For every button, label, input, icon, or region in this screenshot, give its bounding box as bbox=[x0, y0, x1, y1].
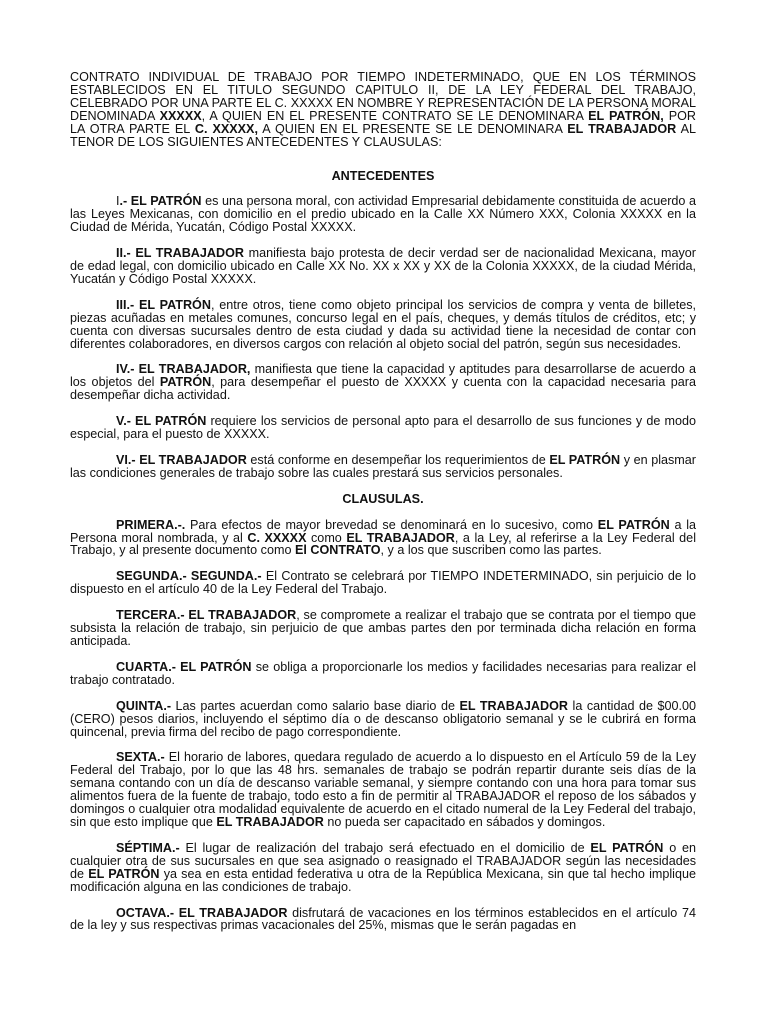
para-bold: C. XXXXX bbox=[247, 530, 307, 545]
intro-text: A QUIEN EN EL PRESENTE SE LE DENOMINARA bbox=[257, 121, 568, 136]
antecedente-v bbox=[70, 415, 696, 441]
para-bold: SEGUNDA.- SEGUNDA.- bbox=[116, 569, 262, 584]
clausula-primera bbox=[70, 519, 696, 558]
antecedente-iii bbox=[70, 299, 696, 351]
para-text: a la Persona moral nombrada, y al bbox=[70, 517, 697, 545]
intro-text: , A QUIEN EN EL PRESENTE CONTRATO SE LE DENOMINARA bbox=[201, 108, 589, 123]
para-bold: PATRÓN bbox=[159, 375, 212, 390]
para-bold: EL TRABAJADOR bbox=[346, 530, 455, 545]
para-text: está conforme en desempeñar los requerimientos de bbox=[246, 452, 550, 467]
para-bold: EL TRABAJADOR bbox=[216, 814, 324, 829]
antecedente-vi bbox=[70, 454, 696, 480]
clausula-quinta bbox=[70, 700, 696, 739]
para-text: o en cualquier otra de sus sucursales en que sea asignado o reasignado el TRABAJADOR según las necesidades de bbox=[70, 840, 697, 881]
para-bold: QUINTA.- bbox=[116, 698, 172, 713]
para-text: requiere los servicios de personal apto para el desarrollo de sus funciones y de modo especial, para el puesto de XXXXX. bbox=[70, 414, 696, 442]
para-text: disfrutará de vacaciones en los términos establecidos en el artículo 74 de la ley y sus respectivas primas vacacionales del 25%, mismas que le serán pagadas en bbox=[70, 905, 696, 933]
antecedentes-heading: ANTECEDENTES bbox=[331, 169, 435, 184]
intro-text: AL TENOR DE LOS SIGUIENTES ANTECEDENTES Y CLAUSULAS: bbox=[70, 121, 696, 149]
para-text: Las partes acuerdan como salario base diario de bbox=[171, 698, 460, 713]
antecedente-iv bbox=[70, 363, 696, 402]
para-text: , se compromete a realizar el trabajo que se contrata por el tiempo que subsista la relación de trabajo, sin perjuicio de que ambas partes den por terminada dicha relación en forma anticipada. bbox=[70, 608, 696, 648]
intro-bold: XXXXX bbox=[159, 108, 202, 123]
clausula-octava bbox=[70, 907, 696, 933]
para-text: ya sea en esta entidad federativa u otra de la República Mexicana, sin que tal hecho implique modificación alguna en las condiciones de trabajo. bbox=[70, 866, 696, 894]
para-bold: EL PATRÓN bbox=[590, 840, 664, 855]
para-bold: III.- EL PATRÓN bbox=[116, 297, 211, 312]
contract-intro bbox=[70, 71, 696, 148]
para-text: es una persona moral, con actividad Empresarial debidamente constituida de acuerdo a las Leyes Mexicanas, con domicilio en el predio ubicado en la Calle XX Número XXX, Colonia XXXXX en la Ciudad de Mérida, Yucatán, Código Postal XXXXX. bbox=[70, 194, 696, 235]
para-bold: OCTAVA.- EL TRABAJADOR bbox=[116, 905, 288, 920]
para-bold: EL PATRÓN bbox=[88, 866, 160, 881]
para-bold: EL PATRÓN bbox=[549, 452, 621, 467]
para-text: Para efectos de mayor brevedad se denominará en lo sucesivo, como bbox=[185, 517, 598, 532]
para-text: manifiesta bajo protesta de decir verdad ser de nacionalidad Mexicana, mayor de edad legal, con domicilio ubicado en Calle XX No. XX x XX y XX de la Colonia XXXXX, de la ciudad Mérida, Yucatán y Código Postal XXXXX. bbox=[70, 246, 696, 286]
clausula-sexta bbox=[70, 751, 696, 828]
para-bold: EL TRABAJADOR bbox=[459, 698, 569, 713]
intro-bold: C. XXXXX, bbox=[194, 121, 258, 136]
para-text: , y a los que suscriben como las partes. bbox=[380, 543, 602, 558]
intro-bold: EL TRABAJADOR bbox=[567, 121, 677, 136]
para-bold: CUARTA.- EL PATRÓN bbox=[116, 659, 252, 674]
para-text: I bbox=[116, 194, 120, 209]
para-bold: TERCERA.- EL TRABAJADOR bbox=[116, 608, 297, 623]
para-text: como bbox=[306, 530, 347, 545]
intro-text: CONTRATO INDIVIDUAL DE TRABAJO POR TIEMPO INDETERMINADO, QUE EN LOS TÉRMINOS ESTABLECIDOS EN EL TITULO SEGUNDO CAPITULO II, DE LA LEY FEDERAL DEL TRABAJO, CELEBRADO POR UNA PARTE EL C. XXXXX EN NOMBRE Y REPRESENTACIÓN DE LA PERSONA MORAL DENOMINADA bbox=[70, 70, 696, 123]
clausula-segunda bbox=[70, 570, 696, 596]
antecedente-ii bbox=[70, 247, 696, 286]
para-text: El Contrato se celebrará por TIEMPO INDETERMINADO, sin perjuicio de lo dispuesto en el artículo 40 de la Ley Federal del Trabajo. bbox=[70, 569, 696, 597]
para-bold: SÉPTIMA.- bbox=[116, 840, 180, 855]
clausula-cuarta bbox=[70, 661, 696, 687]
para-bold: PRIMERA.-. bbox=[116, 517, 186, 532]
para-text: no pueda ser capacitado en sábados y domingos. bbox=[323, 814, 606, 829]
para-text: , para desempeñar el puesto de XXXXX y cuenta con la capacidad necesaria para desempeñar dicha actividad. bbox=[70, 375, 696, 403]
para-bold: II.- EL TRABAJADOR bbox=[116, 246, 244, 261]
para-text: y en plasmar las condiciones generales de trabajo sobre las cuales prestará sus servicios personales. bbox=[70, 452, 697, 480]
intro-text: POR LA OTRA PARTE EL bbox=[70, 108, 696, 136]
intro-bold: EL PATRÓN, bbox=[588, 108, 664, 123]
para-text: se obliga a proporcionarle los medios y facilidades necesarias para realizar el trabajo contratado. bbox=[70, 659, 696, 687]
para-text: El horario de labores, quedara regulado de acuerdo a lo dispuesto en el Artículo 59 de la Ley Federal del Trabajo, por lo que las 48 hrs. semanales de trabajo se podrán repartir durante seis días de la semana contando con un día de descanso variable semanal, y siempre contando con una hora para tomar sus alimentos fuera de la fuente de trabajo, todo esto a fin de permitir al TRABAJADOR el reposo de los sábados y domingos o cualquier otra modalidad equivalente de acuerdo en el citado numeral de la Ley Federal del trabajo, sin que esto implique que bbox=[70, 750, 696, 829]
para-bold: VI.- EL TRABAJADOR bbox=[116, 452, 247, 467]
para-bold: V.- EL PATRÓN bbox=[116, 414, 207, 429]
para-bold: EL PATRÓN bbox=[597, 517, 670, 532]
para-text: manifiesta que tiene la capacidad y aptitudes para desarrollarse de acuerdo a los objetos del bbox=[70, 362, 696, 390]
antecedente-i bbox=[70, 195, 696, 234]
para-bold: IV.- EL TRABAJADOR, bbox=[116, 362, 251, 377]
document-body bbox=[70, 71, 696, 932]
para-text: , entre otros, tiene como objeto principal los servicios de compra y venta de billetes, piezas acuñadas en metales comunes, concurso legal en el país, cheques, y demás títulos de créditos, etc; y cuenta con diversas sucursales dentro de esta ciudad y dada su actividad tiene la necesidad de contar con diferentes colaboradores, en diversos cargos con relación al objeto social del patrón, según sus necesidades. bbox=[70, 297, 696, 351]
clausulas-heading: CLAUSULAS. bbox=[342, 491, 424, 506]
para-text: la cantidad de $00.00 (CERO) pesos diarios, incluyendo el séptimo día o de descanso obligatorio semanal y se le cubrirá en forma quincenal, previa firma del recibo de pago correspondiente. bbox=[70, 698, 696, 739]
clausula-septima bbox=[70, 842, 696, 894]
para-bold: SEXTA.- bbox=[116, 750, 165, 765]
para-text: El lugar de realización del trabajo será efectuado en el domicilio de bbox=[179, 840, 591, 855]
para-bold: .- EL PATRÓN bbox=[119, 194, 202, 209]
para-text: , a la Ley, al referirse a la Ley Federal del Trabajo, y al presente documento como bbox=[70, 530, 696, 558]
para-bold: El CONTRATO bbox=[294, 543, 381, 558]
clausula-tercera bbox=[70, 609, 696, 648]
